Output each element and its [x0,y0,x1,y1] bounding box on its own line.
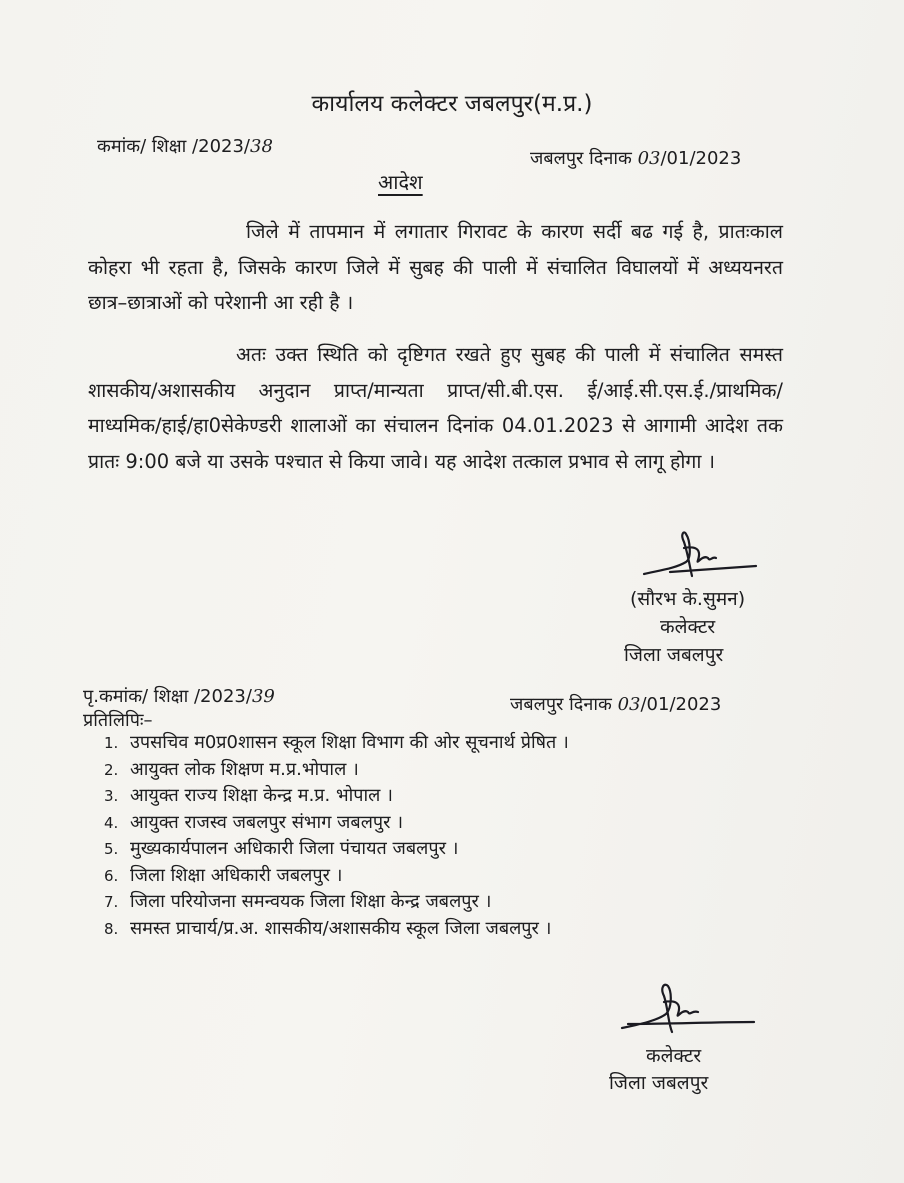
footer-district: जिला जबलपुर [609,1072,709,1094]
copy-reference [83,684,275,708]
list-item: 3. आयुक्त राज्य शिक्षा केन्द्र म.प्र. भोपाल । [104,785,393,806]
list-item: 4. आयुक्त राजस्व जबलपुर संभाग जबलपुर । [104,811,404,833]
copy-day-handwritten: 03 [617,694,641,715]
copy-number-handwritten: 39 [251,686,275,707]
footer-designation: कलेक्टर [646,1045,702,1067]
copy-recipient-list [104,730,569,942]
list-item: 2. आयुक्त लोक शिक्षण म.प्र.भोपाल । [104,758,359,780]
copy-place-date-label: जबलपुर दिनाक [510,694,612,715]
order-place-date-label: जबलपुर दिनाक [530,148,632,169]
order-paragraph-2: अतः उक्त स्थिति को दृष्टिगत रखते हुए सुबह की पाली में संचालित समस्त शासकीय/अशासकीय अनुदान प्राप्त/मान्यता प्राप्त/सी.बी.एस. ई/आई.सी.एस.ई./प्राथमिक/माध्यमिक/हाई/हा0सेकेण्डरी शालाओं का संचालन दिनांक 04.01.2023 से आगामी आदेश तक प्रातः 9:00 बजे या उसके पश्चात से किया जावे। यह आदेश तत्काल प्रभाव से लागू होगा । [88,343,783,473]
office-title: कार्यालय कलेक्टर जबलपुर(म.प्र.) [311,91,593,117]
list-item: 7. जिला परियोजना समन्वयक जिला शिक्षा केन्द्र जबलपुर । [104,891,492,912]
order-date [530,146,741,170]
order-reference [97,134,273,158]
order-heading: आदेश [378,170,423,194]
list-item: 1. उपसचिव म0प्र0शासन स्कूल शिक्षा विभाग की ओर सूचनार्थ प्रेषित । [104,732,569,753]
copy-label: प्रतिलिपिः– [83,710,153,731]
order-paragraph-1: जिले में तापमान में लगातार गिरावट के कारण सर्दी बढ गई है, प्रातःकाल कोहरा भी रहता है, जिसके कारण जिले में सुबह की पाली में संचालित विघालयों में अध्ययनरत छात्र–छात्राओं को परेशानी आ रही है । [88,220,783,314]
list-item: 8. समस्त प्राचार्य/प्र.अ. शासकीय/अशासकीय स्कूल जिला जबलपुर । [104,917,552,939]
copy-ref-prefix: पृ.कमांक/ शिक्षा /2023/ [83,686,252,707]
list-item: 5. मुख्यकार्यपालन अधिकारी जिला पंचायत जबलपुर । [104,838,459,859]
copy-date [510,692,721,716]
order-number-handwritten: 38 [250,136,273,157]
order-date-rest: /01/2023 [660,148,742,169]
collector-signature-2 [618,980,758,1040]
collector-signature-1 [640,528,760,584]
signatory-designation: कलेक्टर [660,616,716,638]
order-ref-prefix: कमांक/ शिक्षा /2023/ [97,136,250,157]
list-item: 6. जिला शिक्षा अधिकारी जबलपुर । [104,864,343,886]
copy-date-rest: /01/2023 [640,694,722,715]
signatory-name: (सौरभ के.सुमन) [630,588,746,610]
signatory-district: जिला जबलपुर [624,644,724,666]
order-day-handwritten: 03 [637,148,661,169]
